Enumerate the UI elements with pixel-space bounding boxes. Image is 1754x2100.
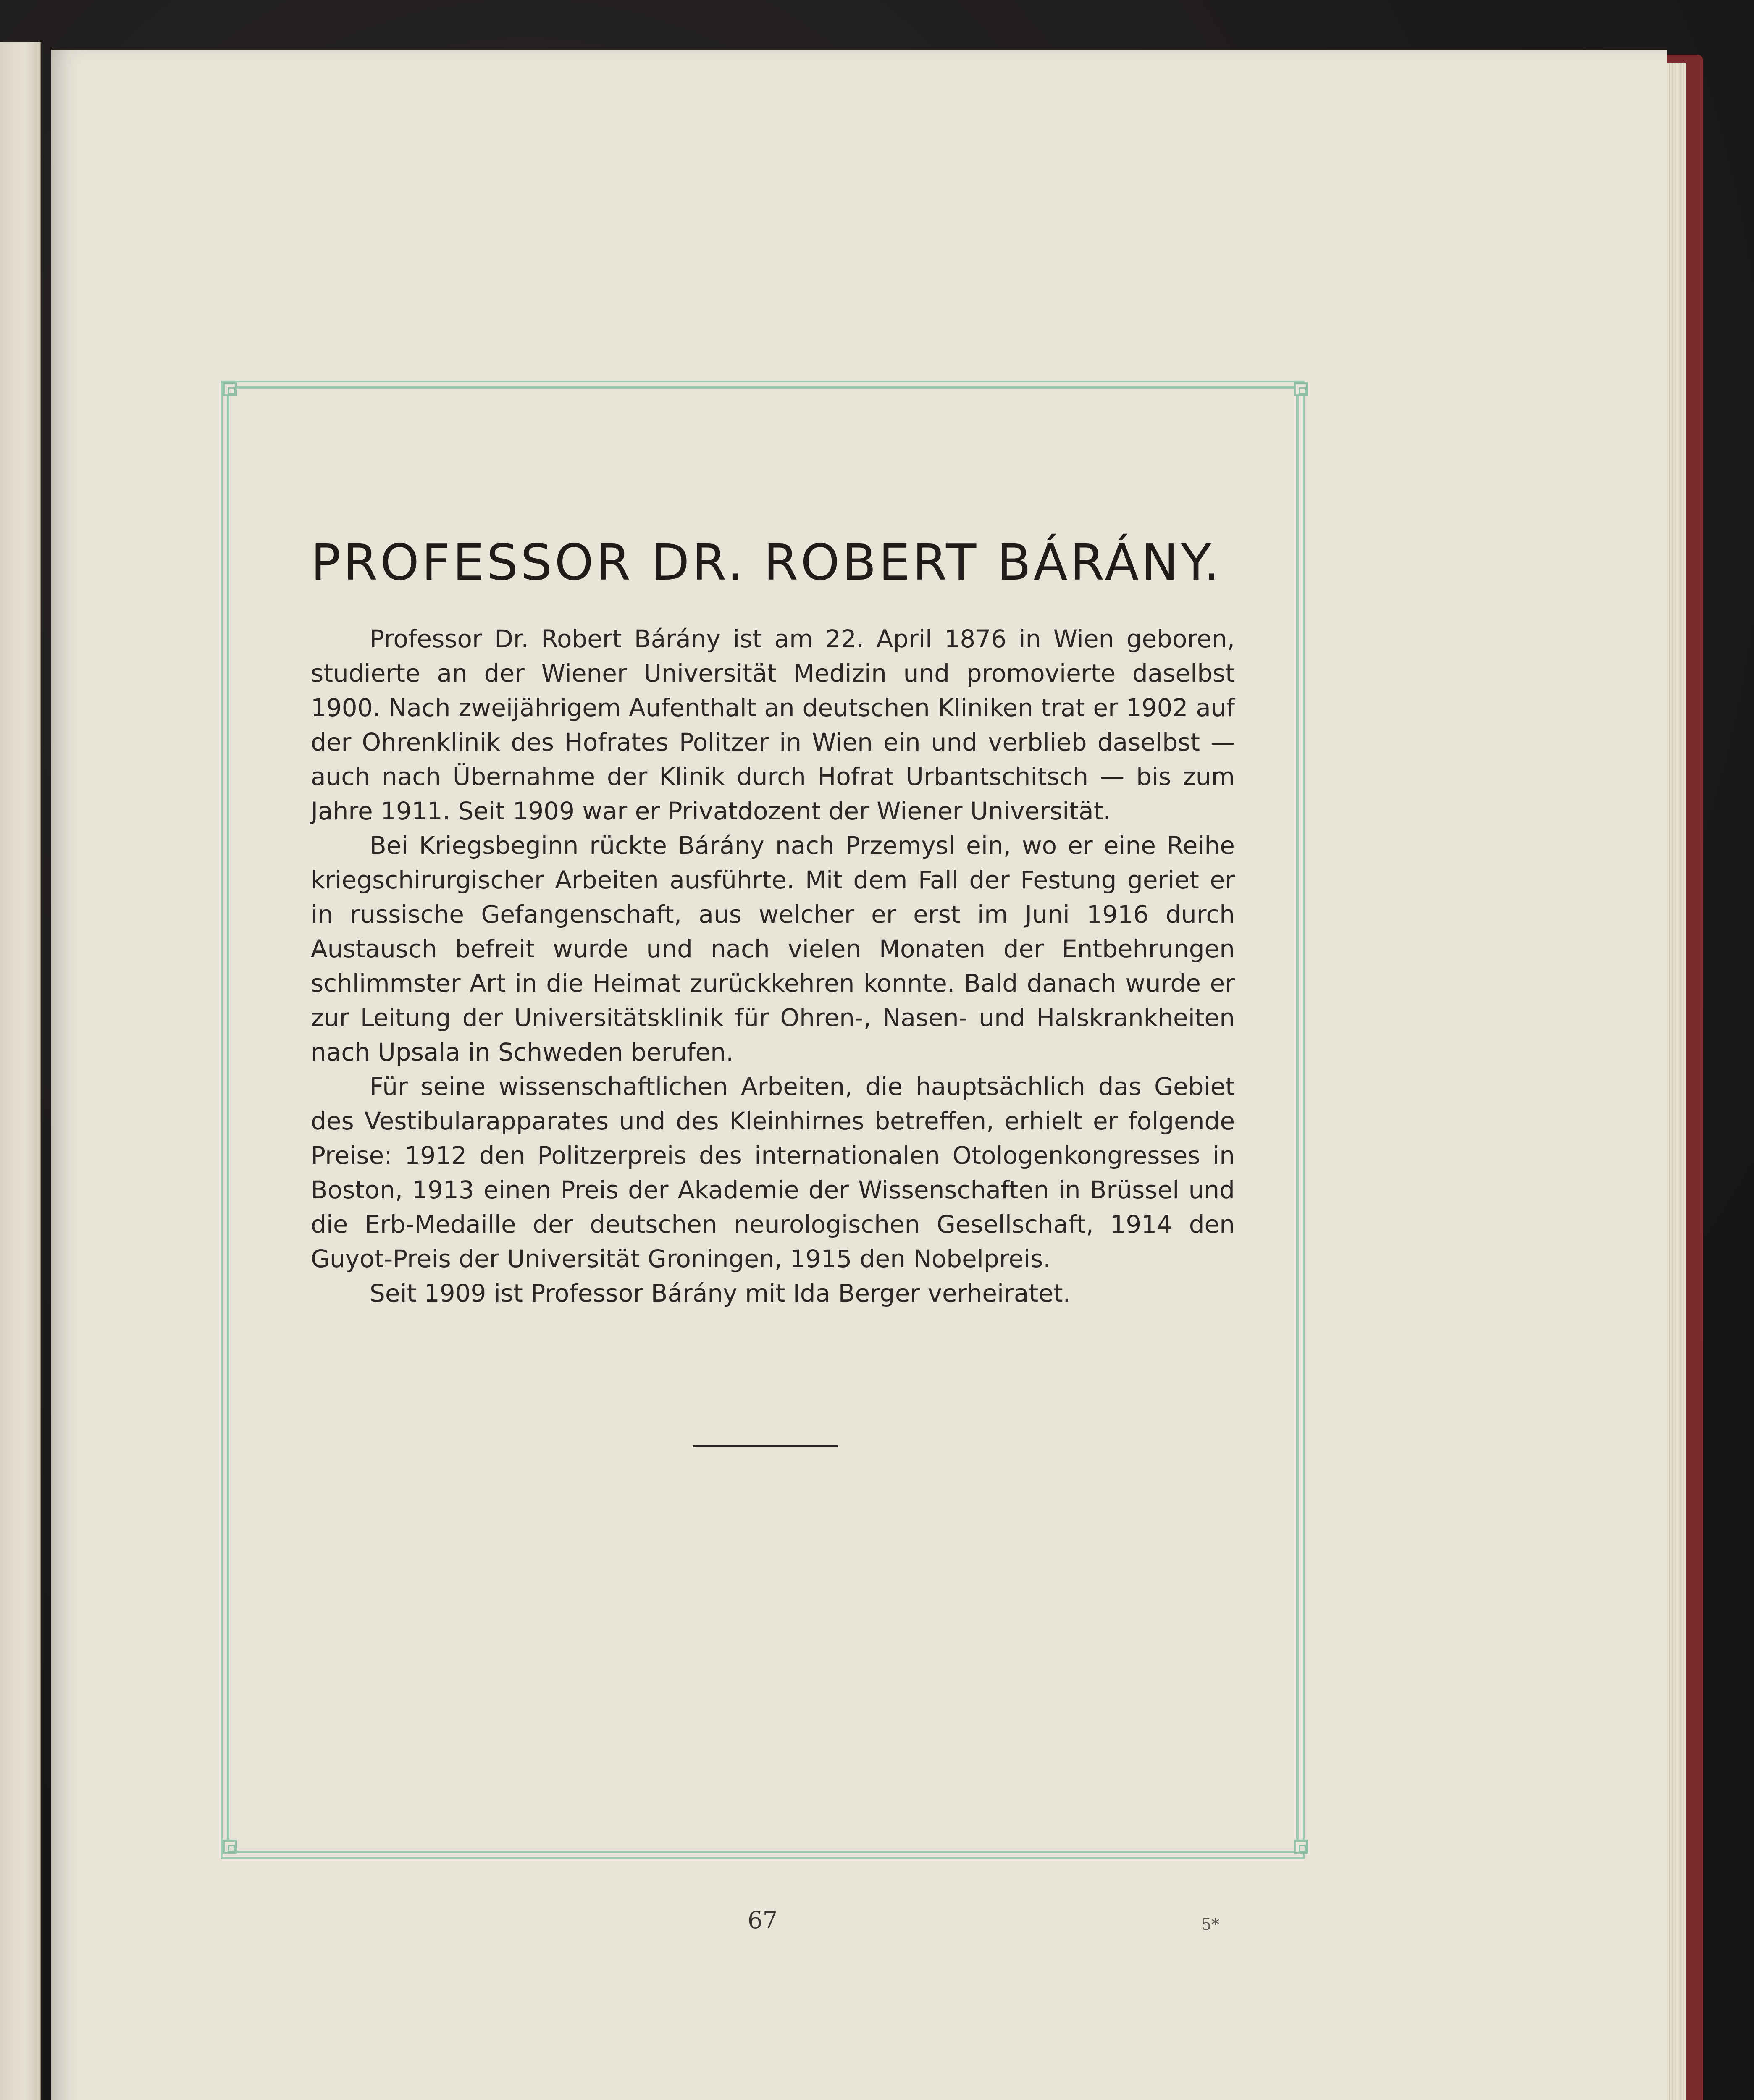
frame-corner-ornament [223,1840,237,1854]
previous-page-edge [0,42,41,2100]
frame-corner-ornament [223,382,237,396]
biography-text [311,622,1235,1310]
paragraph: Bei Kriegsbeginn rückte Bárány nach Przemysl ein, wo er eine Reihe kriegschirurgischer Arbeiten ausführte. Mit dem Fall der Festung geriet er in russische Gefangenschaft, aus welcher er erst im Juni 1916 durch Austausch befreit wurde und nach vielen Monaten der Entbehrungen schlimmster Art in die Heimat zurückkehren konnte. Bald danach wurde er zur Leitung der Universitätsklinik für Ohren-, Nasen- und Halskrankheiten nach Upsala in Schweden berufen. [311,831,1235,1066]
signature-mark: 5* [1201,1915,1220,1934]
frame-corner-ornament [1294,382,1308,396]
paragraph: Für seine wissenschaftlichen Arbeiten, die hauptsächlich das Gebiet des Vestibularapparates und des Kleinhirnes betreffen, erhielt er folgende Preise: 1912 den Politzerpreis des internationalen Otologenkongresses in Boston, 1913 einen Preis der Akademie der Wissenschaften in Brüssel und die Erb-Medaille der deutschen neurologischen Gesellschaft, 1914 den Guyot-Preis der Universität Groningen, 1915 den Nobelpreis. [311,1072,1235,1273]
page-number: 67 [748,1907,778,1934]
frame-corner-ornament [1294,1840,1308,1854]
paragraph: Seit 1909 ist Professor Bárány mit Ida Berger verheiratet. [370,1279,1071,1307]
section-divider [693,1445,838,1447]
page-title: PROFESSOR DR. ROBERT BÁRÁNY. [311,533,1222,591]
paragraph: Professor Dr. Robert Bárány ist am 22. April 1876 in Wien geboren, studierte an der Wiener Universität Medizin und promovierte daselbst 1900. Nach zweijährigem Aufenthalt an deutschen Kliniken trat er 1902 auf der Ohrenklinik des Hofrates Politzer in Wien ein und verblieb daselbst — auch nach Übernahme der Klinik durch Hofrat Urbantschitsch — bis zum Jahre 1911. Seit 1909 war er Privatdozent der Wiener Universität. [311,625,1235,825]
